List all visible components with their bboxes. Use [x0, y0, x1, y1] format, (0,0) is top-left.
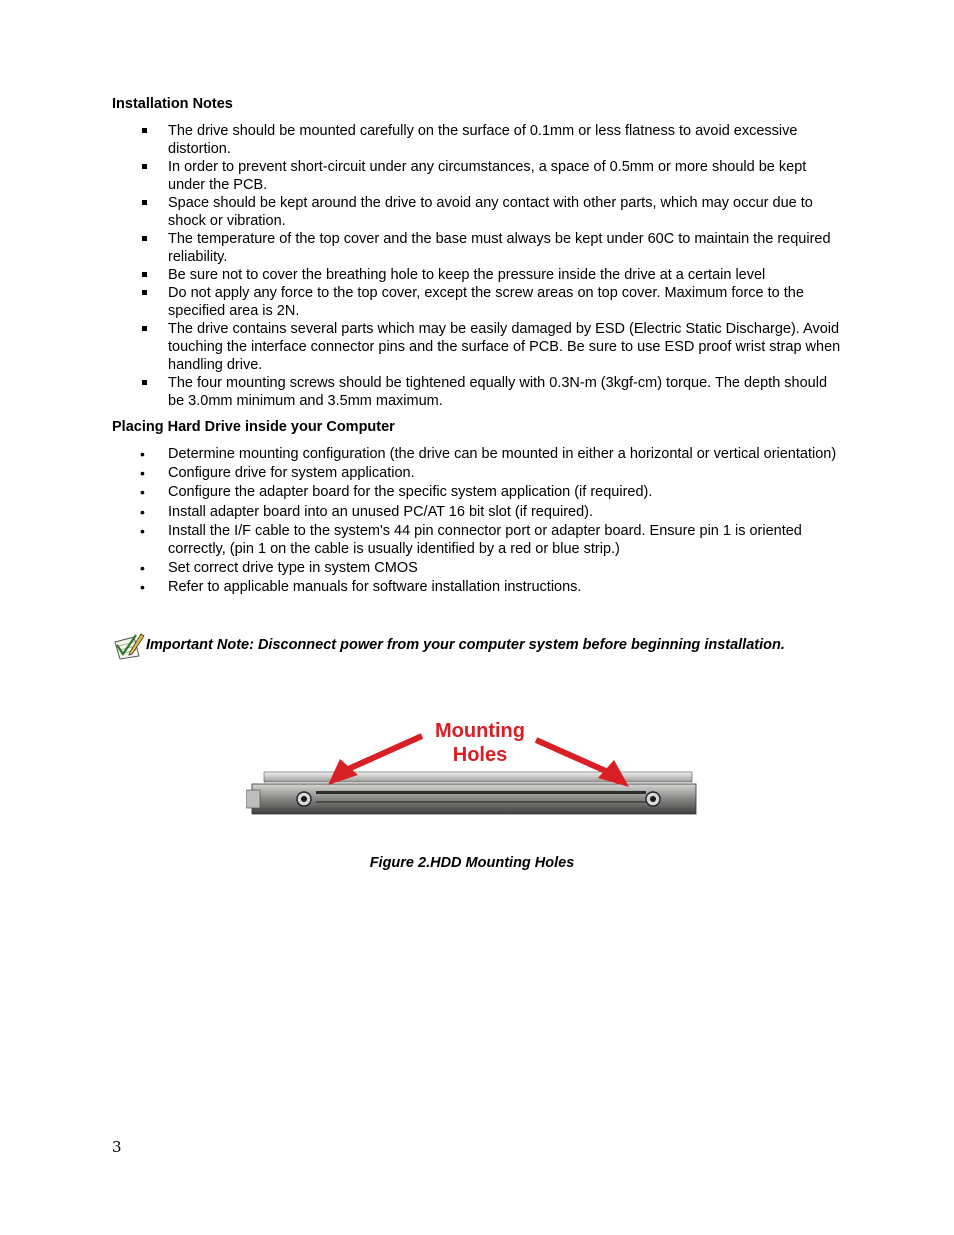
important-note [112, 632, 872, 662]
important-note-text: Important Note: Disconnect power from your computer system before beginning installation. [146, 637, 785, 653]
list-item: In order to prevent short-circuit under any circumstances, a space of 0.5mm or more should be kept under the PCB. [112, 158, 842, 194]
mounting-holes-label-line2: Holes [452, 744, 508, 766]
placing-drive-list [112, 445, 842, 597]
list-item: The drive contains several parts which may be easily damaged by ESD (Electric Static Discharge). Avoid touching the interface connector pins and the surface of PCB. Be sure to use ESD proof wrist strap when handling drive. [112, 320, 842, 374]
drive-top-cover [264, 772, 692, 782]
list-item: The drive should be mounted carefully on the surface of 0.1mm or less flatness to avoid excessive distortion. [112, 122, 842, 158]
list-item: The temperature of the top cover and the base must always be kept under 60C to maintain the required reliability. [112, 230, 842, 266]
page-number: 3 [112, 1138, 122, 1156]
mounting-holes-label [432, 719, 528, 767]
list-item: • Install adapter board into an unused PC/AT 16 bit slot (if required). [112, 503, 842, 521]
list-item: • Determine mounting configuration (the drive can be mounted in either a horizontal or vertical orientation) [112, 445, 842, 463]
drive-body [252, 784, 696, 814]
list-item: Be sure not to cover the breathing hole to keep the pressure inside the drive at a certain level [112, 266, 842, 284]
list-item: The four mounting screws should be tightened equally with 0.3N-m (3kgf-cm) torque. The depth should be 3.0mm minimum and 3.5mm maximum. [112, 374, 842, 410]
list-item: • Set correct drive type in system CMOS [112, 559, 842, 577]
installation-notes-list [112, 122, 842, 410]
list-item: Do not apply any force to the top cover, except the screw areas on top cover. Maximum force to the specified area is 2N. [112, 284, 842, 320]
note-pencil-icon [112, 632, 146, 660]
mounting-holes-label-line1: Mounting [435, 720, 525, 742]
list-item: • Install the I/F cable to the system's 44 pin connector port or adapter board. Ensure pin 1 is oriented correctly, (pin 1 on the cable is usually identified by a red or blue strip.) [112, 522, 842, 558]
installation-notes-heading: Installation Notes [112, 96, 233, 112]
list-item: • Configure the adapter board for the specific system application (if required). [112, 483, 842, 501]
list-item: • Refer to applicable manuals for software installation instructions. [112, 578, 842, 596]
placing-drive-heading: Placing Hard Drive inside your Computer [112, 419, 395, 435]
list-item: • Configure drive for system application. [112, 464, 842, 482]
figure-caption: Figure 2.HDD Mounting Holes [369, 855, 575, 871]
list-item: Space should be kept around the drive to avoid any contact with other parts, which may occur due to shock or vibration. [112, 194, 842, 230]
